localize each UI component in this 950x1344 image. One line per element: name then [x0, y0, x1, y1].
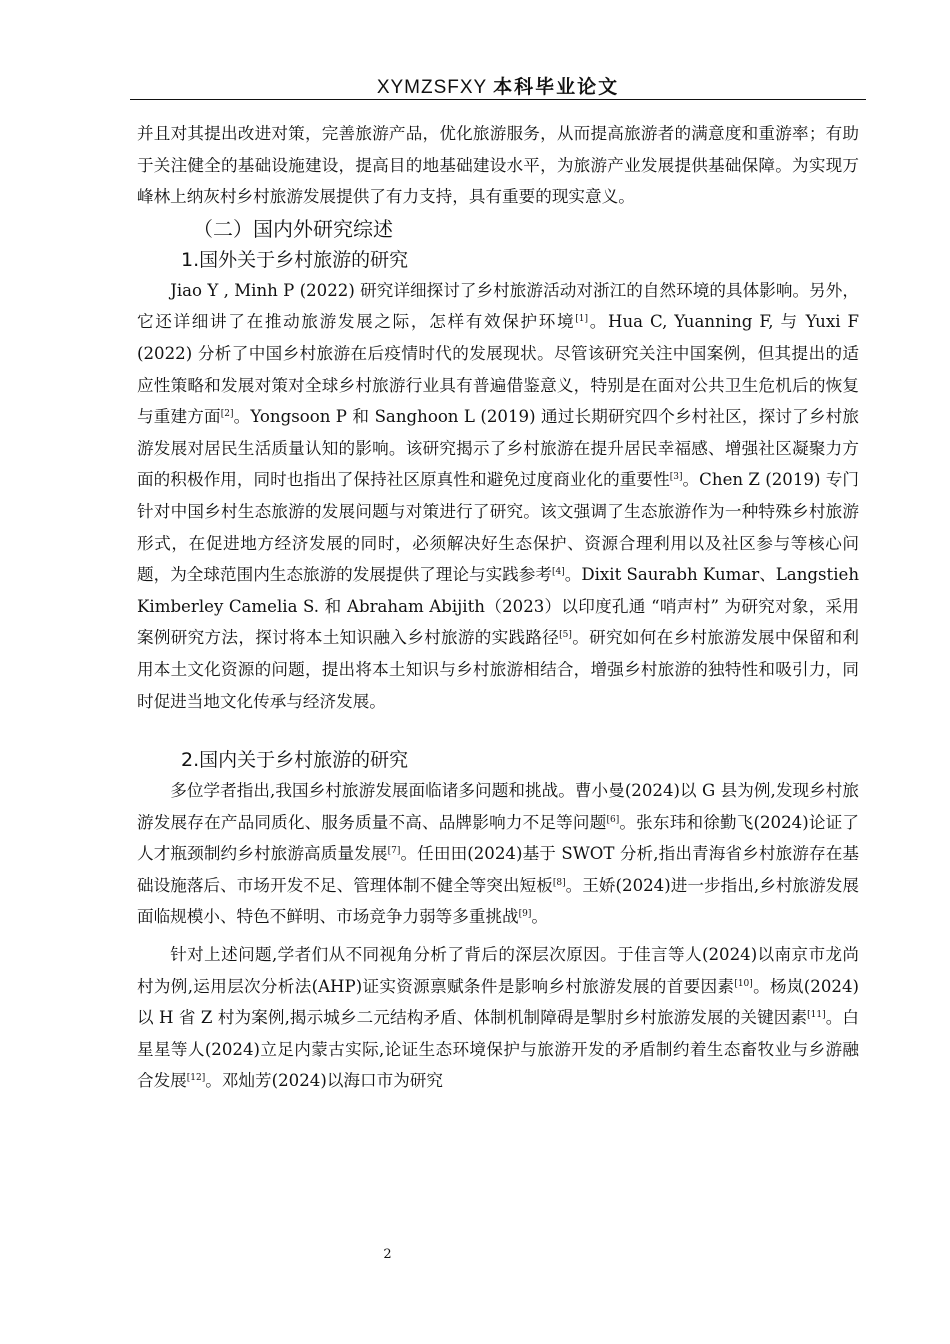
- page-header: [130, 72, 866, 99]
- citation: [2]: [220, 409, 234, 420]
- page-number: 2: [383, 1247, 392, 1262]
- citation: [8]: [552, 877, 566, 888]
- citation: [5]: [559, 630, 572, 641]
- subsection-heading-domestic: 2.国内关于乡村旅游的研究: [181, 749, 409, 772]
- citation: [12]: [186, 1073, 206, 1084]
- foreign-research-paragraph: Jiao Y , Minh P (2022) 研究详细探讨了乡村旅游活动对浙江的自然环境的具体影响。另外，它还详细讲了在推动旅游发展之际，怎样有效保护环境[1]。Hua C, Yuanning F, 与 Yuxi F (2022) 分析了中国乡村旅游在后疫情时代的发展现状。尽管该研究关注中国案例，但其提出的适应性策略和发展对策对全球乡村旅游行业具有普遍借鉴意义，特别是在面对公共卫生危机后的恢复与重建方面[2]。Yongsoon P 和 Sanghoon L (2019) 通过长期研究四个乡村社区，探讨了乡村旅游发展对居民生活质量认知的影响。该研究揭示了乡村旅游在提升居民幸福感、增强社区凝聚力方面的积极作用，同时也指出了保持社区原真性和避免过度商业化的重要性[3]。Chen Z (2019) 专门针对中国乡村生态旅游的发展问题与对策进行了研究。该文强调了生态旅游作为一种特殊乡村旅游形式，在促进地方经济发展的同时，必须解决好生态保护、资源合理利用以及社区参与等核心问题，为全球范围内生态旅游的发展提供了理论与实践参考[4]。Dixit Saurabh Kumar、Langstieh Kimberley Camelia S. 和 Abraham Abijith（2023）以印度孔通 “哨声村” 为研究对象，采用案例研究方法，探讨将本土知识融入乡村旅游的实践路径[5]。研究如何在乡村旅游发展中保留和利用本土文化资源的问题，提出将本土知识与乡村旅游相结合，增强乡村旅游的独特性和吸引力，同时促进当地文化传承与经济发展。: [137, 280, 860, 711]
- citation: [4]: [551, 567, 565, 578]
- domestic-research-paragraph-2: 针对上述问题,学者们从不同视角分析了背后的深层次原因。于佳言等人(2024)以南京市龙尚村为例,运用层次分析法(AHP)证实资源禀赋条件是影响乡村旅游发展的首要因素[10]。杨岚(2024)以 H 省 Z 村为案例,揭示城乡二元结构矛盾、体制机制障碍是掣肘乡村旅游发展的关键因素[11]。白星星等人(2024)立足内蒙古实际,论证生态环境保护与旅游开发的矛盾制约着生态畜牧业与乡游融合发展[12]。邓灿芳(2024)以海口市为研究: [137, 945, 860, 1091]
- citation: [9]: [518, 909, 532, 920]
- header-rule: [130, 99, 866, 100]
- citation: [3]: [669, 472, 683, 483]
- citation: [11]: [807, 1010, 826, 1021]
- domestic-research-paragraph-1: 多位学者指出,我国乡村旅游发展面临诸多问题和挑战。曹小曼(2024)以 G 县为例,发现乡村旅游发展存在产品同质化、服务质量不高、品牌影响力不足等问题[6]。张东玮和徐勤飞(2024)论证了人才瓶颈制约乡村旅游高质量发展[7]。任田田(2024)基于 SWOT 分析,指出青海省乡村旅游存在基础设施落后、市场开发不足、管理体制不健全等突出短板[8]。王娇(2024)进一步指出,乡村旅游发展面临规模小、特色不鲜明、市场竞争力弱等多重挑战[9]。: [137, 781, 859, 927]
- header-title-chinese: 本科毕业论文: [493, 77, 620, 98]
- subsection-heading-foreign: 1.国外关于乡村旅游的研究: [181, 248, 409, 271]
- citation: [10]: [734, 978, 753, 989]
- page-body: [137, 118, 859, 1097]
- section-heading: （二）国内外研究综述: [193, 216, 393, 241]
- citation: [7]: [387, 846, 401, 857]
- citation: [6]: [606, 814, 620, 825]
- citation: [1]: [575, 314, 589, 325]
- intro-paragraph: 并且对其提出改进对策，完善旅游产品，优化旅游服务，从而提高旅游者的满意度和重游率；有助于关注健全的基础设施建设，提高目的地基础建设水平，为旅游产业发展提供基础保障。为实现万峰林上纳灰村乡村旅游发展提供了有力支持，具有重要的现实意义。: [137, 124, 859, 207]
- header-title-latin: XYMZSFXY: [376, 77, 487, 98]
